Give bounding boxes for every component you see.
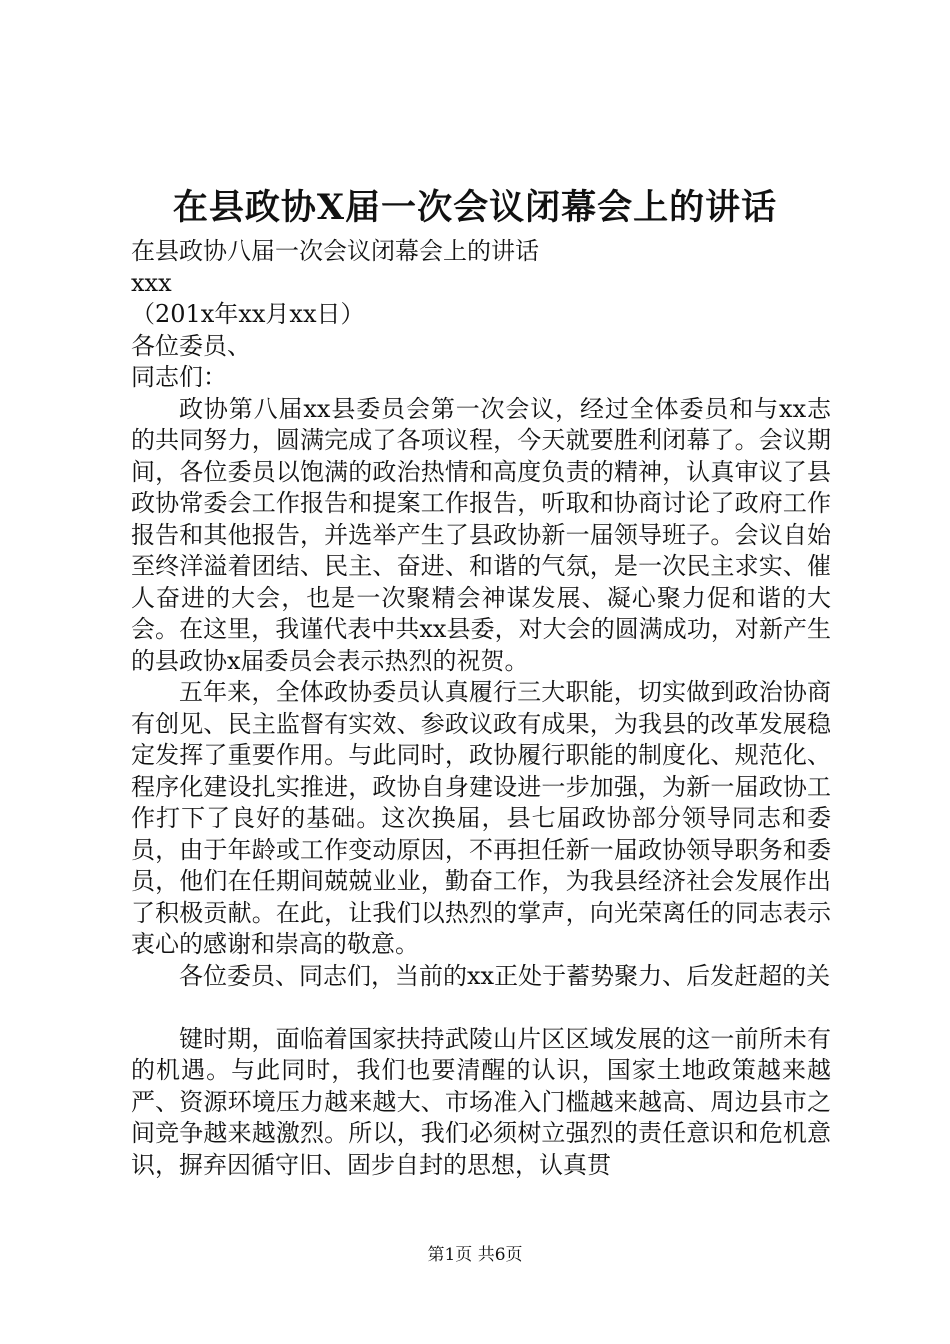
page-footer: 第1页 共6页 [427, 1245, 523, 1265]
document-author: xxx [131, 268, 172, 297]
salutation-line-2: 同志们： [131, 363, 227, 391]
paragraph-4: 键时期，面临着国家扶持武陵山片区区域发展的这一前所未有的机遇。与此同时，我们也要清醒的认识，国家土地政策越来越严、资源环境压力越来越大、市场准入门槛越来越高、周边县市之间竞争越来越激烈。所以，我们必须树立强烈的责任意识和危机意识，摒弃因循守旧、固步自封的思想，认真贯 [131, 1024, 831, 1179]
paragraph-3: 各位委员、同志们，当前的xx正处于蓄势聚力、后发赶超的关 [179, 961, 831, 990]
salutation-line-1: 各位委员、 [131, 331, 251, 360]
document-body [131, 236, 831, 1181]
document-subtitle: 在县政协八届一次会议闭幕会上的讲话 [131, 237, 539, 265]
blank-line [131, 992, 831, 1024]
paragraph-1: 政协第八届xx县委员会第一次会议，经过全体委员和与xx志的共同努力，圆满完成了各项议程，今天就要胜利闭幕了。会议期间，各位委员以饱满的政治热情和高度负责的精神，认真审议了县政协常委会工作报告和提案工作报告，听取和协商讨论了政府工作报告和其他报告，并选举产生了县政协新一届领导班子。会议自始至终洋溢着团结、民主、奋进、和谐的气氛，是一次民主求实、催人奋进的大会，也是一次聚精会神谋发展、凝心聚力促和谐的大会。在这里，我谨代表中共xx县委，对大会的圆满成功，对新产生的县政协x届委员会表示热烈的祝贺。 [131, 394, 831, 675]
document-title: 在县政协X届一次会议闭幕会上的讲话 [172, 187, 778, 228]
paragraph-2: 五年来，全体政协委员认真履行三大职能，切实做到政治协商有创见、民主监督有实效、参政议政有成果，为我县的改革发展稳定发挥了重要作用。与此同时，政协履行职能的制度化、规范化、程序化建设扎实推进，政协自身建设进一步加强，为新一届政协工作打下了良好的基础。这次换届，县七届政协部分领导同志和委员，由于年龄或工作变动原因，不再担任新一届政协领导职务和委员，他们在任期间兢兢业业，勤奋工作，为我县经济社会发展作出了积极贡献。在此，让我们以热烈的掌声，向光荣离任的同志表示衷心的感谢和崇高的敬意。 [131, 678, 831, 958]
document-date: （201x年xx月xx日） [131, 300, 365, 328]
